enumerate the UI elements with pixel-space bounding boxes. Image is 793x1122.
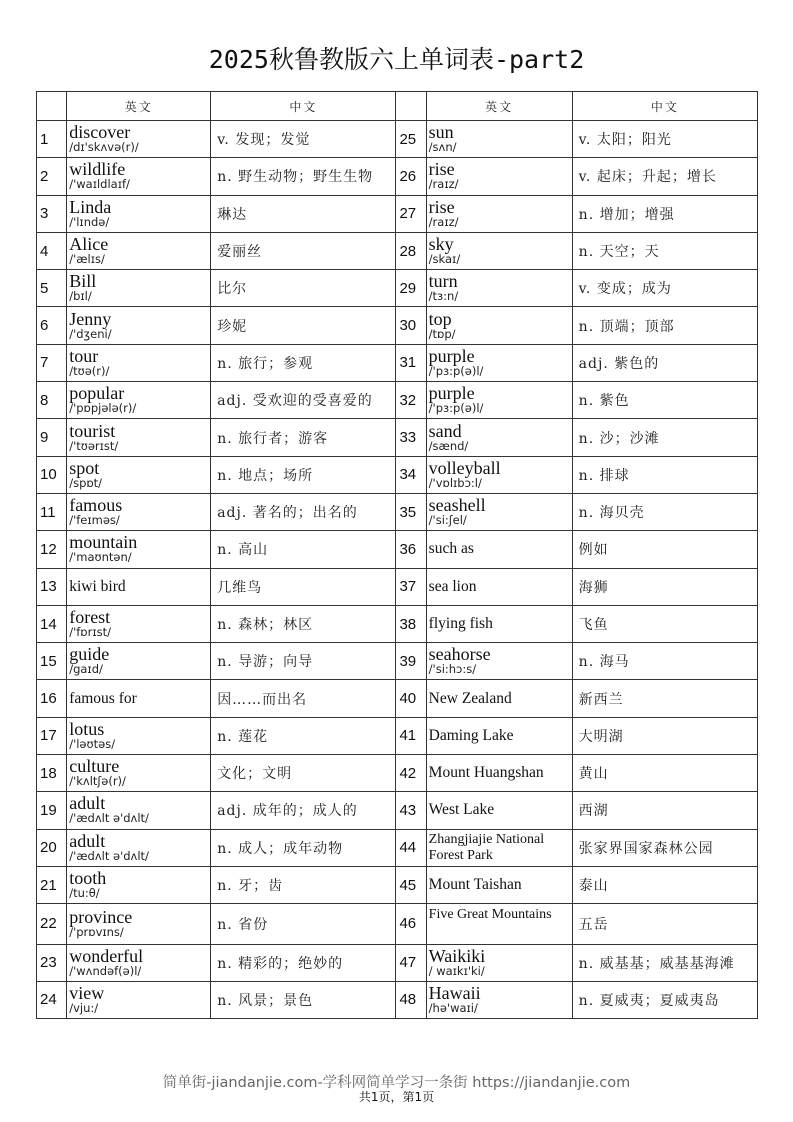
- english-word: New Zealand: [428, 689, 512, 707]
- phonetic-transcription: /'maʊntən/: [69, 550, 132, 565]
- english-cell: [426, 121, 572, 158]
- chinese-meaning: 爱丽丝: [211, 232, 396, 269]
- chinese-meaning: n. 紫色: [572, 382, 757, 419]
- chinese-meaning: n. 沙；沙滩: [572, 419, 757, 456]
- chinese-meaning: n. 精彩的；绝妙的: [211, 944, 396, 981]
- chinese-meaning: 五岳: [572, 904, 757, 944]
- english-cell: [426, 904, 572, 944]
- chinese-meaning: 大明湖: [572, 717, 757, 754]
- english-word: purple: [428, 383, 475, 404]
- english-cell: [426, 419, 572, 456]
- word-number: 11: [37, 493, 67, 530]
- phonetic-transcription: /'wʌndəf(ə)l/: [69, 963, 142, 978]
- chinese-meaning: n. 夏威夷；夏威夷岛: [572, 981, 757, 1018]
- word-number: 8: [37, 382, 67, 419]
- footer-watermark: 简单街-jiandanjie.com-学科网简单学习一条街 https://jiandanjie.com: [162, 1075, 631, 1091]
- table-row: [37, 643, 758, 680]
- word-number: 44: [396, 829, 426, 866]
- phonetic-transcription: /'vɒlɪbɔ:l/: [428, 475, 482, 490]
- english-cell: [67, 121, 211, 158]
- table-row: [37, 866, 758, 903]
- english-word: adult: [69, 793, 106, 814]
- phonetic-transcription: /'si:ʃel/: [428, 513, 467, 528]
- chinese-meaning: n. 莲花: [211, 717, 396, 754]
- word-number: 45: [396, 866, 426, 903]
- chinese-meaning: 琳达: [211, 195, 396, 232]
- english-cell: [67, 680, 211, 717]
- word-number: 20: [37, 829, 67, 866]
- chinese-meaning: n. 高山: [211, 531, 396, 568]
- word-number: 3: [37, 195, 67, 232]
- chinese-meaning: 黄山: [572, 755, 757, 792]
- phonetic-transcription: /dɪ'skʌvə(r)/: [69, 140, 139, 155]
- word-number: 14: [37, 605, 67, 642]
- chinese-meaning: 西湖: [572, 792, 757, 829]
- english-word: sea lion: [428, 577, 477, 595]
- chinese-meaning: 海狮: [572, 568, 757, 605]
- word-number: 31: [396, 344, 426, 381]
- chinese-meaning: 几维鸟: [211, 568, 396, 605]
- chinese-meaning: n. 海马: [572, 643, 757, 680]
- english-cell: [67, 792, 211, 829]
- table-row: [37, 195, 758, 232]
- phonetic-transcription: /gaɪd/: [69, 662, 103, 677]
- english-cell: [67, 717, 211, 754]
- vocabulary-table: [36, 91, 758, 1019]
- word-number: 37: [396, 568, 426, 605]
- table-row: [37, 493, 758, 530]
- word-number: 27: [396, 195, 426, 232]
- page-info: 共1页，第1页: [358, 1090, 435, 1104]
- word-number: 17: [37, 717, 67, 754]
- table-body: [37, 121, 758, 1019]
- table-row: [37, 121, 758, 158]
- phonetic-transcription: /'ædʌlt ə'dʌlt/: [69, 811, 149, 826]
- chinese-meaning: adj. 受欢迎的受喜爱的: [211, 382, 396, 419]
- english-cell: [67, 755, 211, 792]
- table-row: [37, 531, 758, 568]
- table-row: [37, 829, 758, 866]
- phonetic-transcription: /'ædʌlt ə'dʌlt/: [69, 848, 149, 863]
- chinese-meaning: n. 森林；林区: [211, 605, 396, 642]
- chinese-meaning: adj. 紫色的: [572, 344, 757, 381]
- phonetic-transcription: /'fɒrɪst/: [69, 625, 111, 639]
- chinese-meaning: n. 排球: [572, 456, 757, 493]
- table-row: [37, 944, 758, 981]
- english-word: wildlife: [69, 159, 126, 180]
- english-cell: [67, 232, 211, 269]
- phonetic-transcription: /raɪz/: [428, 214, 459, 229]
- english-word: sand: [428, 420, 462, 441]
- word-number: 30: [396, 307, 426, 344]
- chinese-meaning: 例如: [572, 531, 757, 568]
- word-number: 23: [37, 944, 67, 981]
- phonetic-transcription: /bɪl/: [69, 289, 92, 304]
- english-cell: [67, 382, 211, 419]
- english-word: guide: [69, 644, 110, 665]
- english-word: rise: [428, 196, 455, 217]
- word-number: 29: [396, 270, 426, 307]
- phonetic-transcription: /'prɒvɪns/: [69, 924, 124, 939]
- english-word: Waikiki: [428, 945, 486, 966]
- chinese-meaning: adj. 著名的；出名的: [211, 493, 396, 530]
- english-cell: [426, 680, 572, 717]
- phonetic-transcription: /'feɪməs/: [69, 513, 120, 528]
- chinese-meaning: n. 成人；成年动物: [211, 829, 396, 866]
- chinese-meaning: n. 旅行；参观: [211, 344, 396, 381]
- word-number: 34: [396, 456, 426, 493]
- english-word: tourist: [69, 420, 116, 441]
- english-cell: [67, 158, 211, 195]
- chinese-meaning: n. 天空；天: [572, 232, 757, 269]
- phonetic-transcription: /vju:/: [69, 1000, 99, 1015]
- table-row: [37, 232, 758, 269]
- english-cell: [426, 456, 572, 493]
- table-row: [37, 717, 758, 754]
- table-row: [37, 981, 758, 1018]
- phonetic-transcription: /tɒp/: [428, 326, 456, 341]
- english-cell: [426, 531, 572, 568]
- word-number: 40: [396, 680, 426, 717]
- english-cell: [67, 643, 211, 680]
- table-row: [37, 456, 758, 493]
- english-cell: [67, 493, 211, 530]
- table-row: [37, 605, 758, 642]
- english-cell: [426, 158, 572, 195]
- english-word: Daming Lake: [428, 726, 514, 744]
- word-number: 5: [37, 270, 67, 307]
- phonetic-transcription: /skaɪ/: [428, 252, 461, 267]
- english-cell: [67, 195, 211, 232]
- phonetic-transcription: /'pɜ:p(ə)l/: [428, 401, 484, 416]
- english-word: Zhangjiajie National Forest Park: [428, 831, 545, 863]
- word-number: 13: [37, 568, 67, 605]
- header-num-left: [37, 92, 67, 121]
- word-number: 24: [37, 981, 67, 1018]
- english-cell: [426, 195, 572, 232]
- word-number: 47: [396, 944, 426, 981]
- english-cell: [426, 717, 572, 754]
- chinese-meaning: v. 变成；成为: [572, 270, 757, 307]
- english-cell: [426, 568, 572, 605]
- chinese-meaning: v. 发现；发觉: [211, 121, 396, 158]
- english-cell: [426, 232, 572, 269]
- english-word: such as: [428, 540, 474, 558]
- english-word: Hawaii: [428, 982, 481, 1003]
- english-cell: [67, 531, 211, 568]
- table-row: [37, 382, 758, 419]
- english-cell: [67, 419, 211, 456]
- chinese-meaning: n. 牙；齿: [211, 866, 396, 903]
- word-number: 2: [37, 158, 67, 195]
- word-number: 16: [37, 680, 67, 717]
- english-cell: [67, 866, 211, 903]
- english-word: sun: [428, 122, 454, 143]
- word-number: 22: [37, 904, 67, 944]
- word-number: 39: [396, 643, 426, 680]
- english-cell: [67, 981, 211, 1018]
- chinese-meaning: 比尔: [211, 270, 396, 307]
- english-cell: [67, 904, 211, 944]
- header-chinese-left: 中文: [211, 92, 396, 121]
- english-word: famous: [69, 495, 123, 516]
- word-number: 1: [37, 121, 67, 158]
- table-row: [37, 904, 758, 944]
- chinese-meaning: 泰山: [572, 866, 757, 903]
- chinese-meaning: 文化；文明: [211, 755, 396, 792]
- word-number: 12: [37, 531, 67, 568]
- word-number: 43: [396, 792, 426, 829]
- phonetic-transcription: /'kʌltʃə(r)/: [69, 774, 126, 789]
- english-cell: [426, 270, 572, 307]
- chinese-meaning: n. 威基基；威基基海滩: [572, 944, 757, 981]
- word-number: 19: [37, 792, 67, 829]
- english-word: tour: [69, 345, 99, 366]
- english-word: flying fish: [428, 615, 493, 632]
- table-header-row: [37, 92, 758, 121]
- english-cell: [426, 344, 572, 381]
- english-word: mountain: [69, 532, 138, 553]
- header-english-right: 英文: [426, 92, 572, 121]
- chinese-meaning: adj. 成年的；成人的: [211, 792, 396, 829]
- phonetic-transcription: /tu:θ/: [69, 886, 100, 901]
- table-row: [37, 680, 758, 717]
- english-cell: [426, 493, 572, 530]
- phonetic-transcription: /'tʊərɪst/: [69, 438, 119, 453]
- english-word: seahorse: [428, 644, 491, 665]
- word-number: 33: [396, 419, 426, 456]
- english-word: forest: [69, 607, 111, 627]
- english-word: rise: [428, 159, 455, 180]
- chinese-meaning: v. 太阳；阳光: [572, 121, 757, 158]
- english-word: Mount Taishan: [428, 876, 522, 894]
- phonetic-transcription: /spɒt/: [69, 475, 103, 490]
- word-number: 10: [37, 456, 67, 493]
- english-word: Mount Huangshan: [428, 764, 544, 782]
- word-number: 46: [396, 904, 426, 944]
- table-row: [37, 419, 758, 456]
- english-word: tooth: [69, 868, 107, 889]
- english-cell: [426, 792, 572, 829]
- english-word: spot: [69, 457, 100, 478]
- english-word: sky: [428, 234, 454, 255]
- chinese-meaning: 因……而出名: [211, 680, 396, 717]
- chinese-meaning: 飞鱼: [572, 605, 757, 642]
- english-word: discover: [69, 122, 131, 143]
- english-word: turn: [428, 271, 458, 292]
- word-number: 7: [37, 344, 67, 381]
- phonetic-transcription: /raɪz/: [428, 177, 459, 192]
- word-number: 36: [396, 531, 426, 568]
- english-word: purple: [428, 345, 475, 366]
- table-row: [37, 792, 758, 829]
- english-cell: [426, 829, 572, 866]
- phonetic-transcription: /'si:hɔ:s/: [428, 662, 477, 677]
- english-word: popular: [69, 383, 125, 404]
- word-number: 28: [396, 232, 426, 269]
- word-number: 4: [37, 232, 67, 269]
- english-cell: [426, 981, 572, 1018]
- chinese-meaning: 新西兰: [572, 680, 757, 717]
- word-number: 21: [37, 866, 67, 903]
- table-row: [37, 270, 758, 307]
- chinese-meaning: v. 起床；升起；增长: [572, 158, 757, 195]
- page-title: 2025秋鲁教版六上单词表-part2: [208, 45, 585, 74]
- table-row: [37, 158, 758, 195]
- chinese-meaning: n. 省份: [211, 904, 396, 944]
- word-number: 26: [396, 158, 426, 195]
- english-word: province: [69, 906, 133, 927]
- english-cell: [426, 944, 572, 981]
- english-word: adult: [69, 830, 106, 851]
- english-word: seashell: [428, 495, 486, 516]
- phonetic-transcription: /'pɜ:p(ə)l/: [428, 363, 484, 378]
- table-row: [37, 307, 758, 344]
- english-cell: [67, 568, 211, 605]
- chinese-meaning: n. 旅行者；游客: [211, 419, 396, 456]
- chinese-meaning: n. 增加；增强: [572, 195, 757, 232]
- phonetic-transcription: /'dʒeni/: [69, 326, 112, 341]
- chinese-meaning: n. 顶端；顶部: [572, 307, 757, 344]
- phonetic-transcription: /hə'waɪi/: [428, 1000, 478, 1015]
- english-cell: [426, 755, 572, 792]
- chinese-meaning: n. 地点；场所: [211, 456, 396, 493]
- english-word: Alice: [69, 234, 109, 255]
- table-row: [37, 344, 758, 381]
- word-number: 35: [396, 493, 426, 530]
- english-word: wonderful: [69, 945, 144, 966]
- chinese-meaning: 张家界国家森林公园: [572, 829, 757, 866]
- english-word: Jenny: [69, 308, 112, 329]
- phonetic-transcription: /'pɒpjələ(r)/: [69, 401, 137, 416]
- word-number: 41: [396, 717, 426, 754]
- word-number: 48: [396, 981, 426, 1018]
- phonetic-transcription: /sʌn/: [428, 140, 457, 155]
- english-word: West Lake: [428, 801, 495, 819]
- word-number: 15: [37, 643, 67, 680]
- phonetic-transcription: /'lɪndə/: [69, 214, 110, 229]
- chinese-meaning: n. 野生动物；野生生物: [211, 158, 396, 195]
- phonetic-transcription: /'ælɪs/: [69, 252, 105, 267]
- header-chinese-right: 中文: [572, 92, 757, 121]
- english-word: kiwi bird: [69, 577, 126, 595]
- english-cell: [426, 605, 572, 642]
- phonetic-transcription: /tʊə(r)/: [69, 363, 110, 378]
- word-number: 42: [396, 755, 426, 792]
- word-number: 18: [37, 755, 67, 792]
- phonetic-transcription: /'waɪldlaɪf/: [69, 177, 130, 192]
- phonetic-transcription: / waɪkɪ'ki/: [428, 963, 485, 978]
- chinese-meaning: n. 海贝壳: [572, 493, 757, 530]
- table-row: [37, 755, 758, 792]
- english-cell: [67, 605, 211, 642]
- english-cell: [426, 382, 572, 419]
- english-word: Linda: [69, 196, 112, 217]
- english-cell: [67, 307, 211, 344]
- english-cell: [67, 829, 211, 866]
- phonetic-transcription: /'ləʊtəs/: [69, 736, 116, 751]
- word-number: 38: [396, 605, 426, 642]
- english-word: Five Great Mountains: [428, 907, 552, 923]
- header-num-right: [396, 92, 426, 121]
- english-word: culture: [69, 756, 120, 777]
- english-word: view: [69, 982, 105, 1003]
- word-number: 32: [396, 382, 426, 419]
- word-number: 6: [37, 307, 67, 344]
- chinese-meaning: 珍妮: [211, 307, 396, 344]
- english-word: volleyball: [428, 457, 501, 478]
- english-word: lotus: [69, 718, 105, 739]
- english-word: Bill: [69, 271, 97, 292]
- english-cell: [67, 456, 211, 493]
- english-cell: [426, 643, 572, 680]
- word-number: 9: [37, 419, 67, 456]
- phonetic-transcription: /sænd/: [428, 438, 469, 453]
- english-cell: [67, 344, 211, 381]
- header-english-left: 英文: [67, 92, 211, 121]
- english-cell: [426, 866, 572, 903]
- chinese-meaning: n. 导游；向导: [211, 643, 396, 680]
- english-cell: [426, 307, 572, 344]
- phonetic-transcription: /tɜ:n/: [428, 289, 459, 304]
- chinese-meaning: n. 风景；景色: [211, 981, 396, 1018]
- table-row: [37, 568, 758, 605]
- english-cell: [67, 270, 211, 307]
- english-cell: [67, 944, 211, 981]
- word-number: 25: [396, 121, 426, 158]
- english-word: famous for: [69, 689, 137, 707]
- english-word: top: [428, 308, 452, 329]
